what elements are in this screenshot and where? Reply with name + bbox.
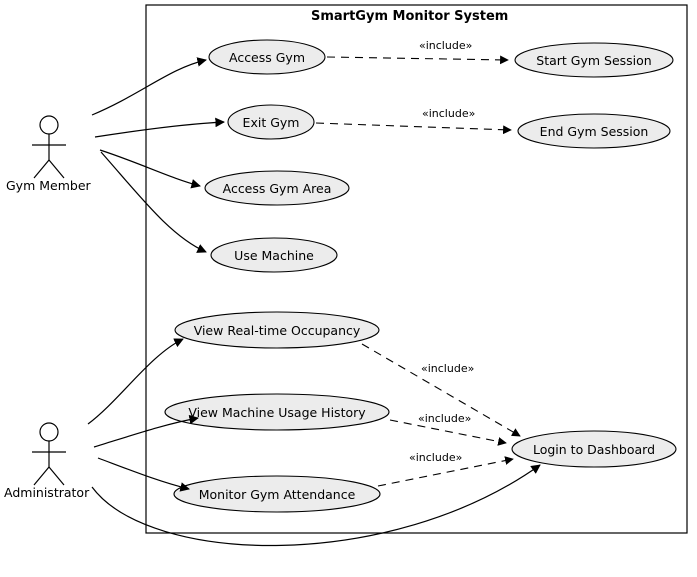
usecase-label-view-machine-usage-history: View Machine Usage History — [188, 405, 366, 420]
usecase-label-use-machine: Use Machine — [234, 248, 314, 263]
assoc-member-access-gym — [92, 60, 206, 115]
usecase-label-view-realtime-occupancy: View Real-time Occupancy — [193, 323, 361, 338]
include-label-1: «include» — [419, 39, 473, 52]
usecase-access-gym[interactable] — [209, 40, 325, 74]
usecase-login-to-dashboard[interactable] — [512, 431, 676, 467]
include-label-3: «include» — [421, 362, 475, 375]
usecase-access-gym-area[interactable] — [205, 171, 349, 205]
usecase-end-gym-session[interactable] — [518, 114, 670, 148]
actor-label-gym-member: Gym Member — [6, 178, 91, 193]
include-label-5: «include» — [409, 451, 463, 464]
usecase-label-access-gym: Access Gym — [228, 50, 306, 65]
usecase-exit-gym[interactable] — [228, 105, 314, 139]
assoc-member-exit-gym — [95, 122, 224, 137]
include-label-2: «include» — [422, 107, 476, 120]
usecase-label-monitor-gym-attendance: Monitor Gym Attendance — [198, 487, 356, 502]
usecase-label-start-gym-session: Start Gym Session — [536, 53, 652, 68]
usecase-label-end-gym-session: End Gym Session — [539, 124, 649, 139]
system-boundary-title: SmartGym Monitor System — [311, 9, 509, 24]
usecase-label-access-gym-area: Access Gym Area — [222, 181, 332, 196]
usecase-label-exit-gym: Exit Gym — [242, 115, 300, 130]
usecase-start-gym-session[interactable] — [515, 43, 673, 77]
actor-gym-member[interactable] — [32, 116, 66, 178]
usecase-view-machine-usage-history[interactable] — [165, 394, 389, 430]
usecase-use-machine[interactable] — [211, 238, 337, 272]
usecase-view-realtime-occupancy[interactable] — [175, 312, 379, 348]
include-access-gym-to-start-session — [327, 57, 508, 60]
actor-administrator[interactable] — [32, 423, 66, 485]
usecase-label-login-to-dashboard: Login to Dashboard — [532, 442, 656, 457]
assoc-admin-monitor-gym-attendance — [98, 458, 189, 489]
usecase-monitor-gym-attendance[interactable] — [174, 476, 380, 512]
assoc-member-use-machine — [101, 152, 206, 252]
include-exit-gym-to-end-session — [316, 123, 511, 130]
actor-label-administrator: Administrator — [4, 485, 90, 500]
include-label-4: «include» — [418, 412, 472, 425]
